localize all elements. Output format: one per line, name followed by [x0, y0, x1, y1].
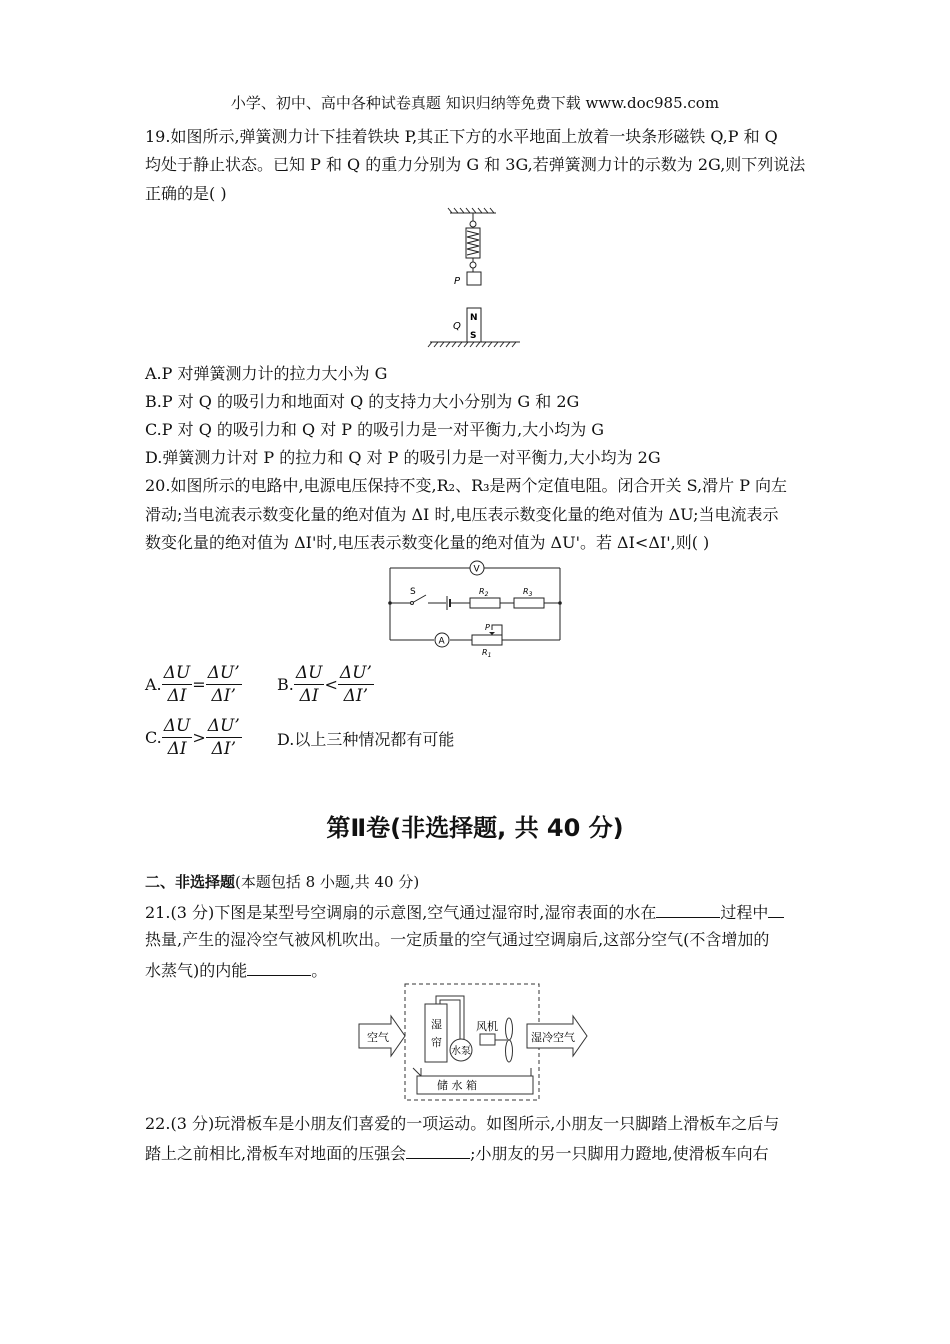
- q21-blank-3: [247, 959, 311, 976]
- resistor-r2: [470, 598, 500, 608]
- q20-circuit-figure: [382, 558, 572, 663]
- q22-line-2: 踏上之前相比,滑板车对地面的压强会 ;小朋友的另一只脚用力蹬地,使滑板车向右: [145, 1144, 769, 1163]
- fan-motor: [480, 1034, 495, 1045]
- q20-stem-line-1: 20.如图所示的电路中,电源电压保持不变,R₂、R₃是两个定值电阻。闭合开关 S,滑片 P 向左: [145, 476, 788, 495]
- section-title: 第Ⅱ卷(非选择题, 共 40 分): [326, 814, 624, 842]
- q22-blank-1: [406, 1142, 470, 1159]
- fraction-du-di: $\frac{\Delta U}{\Delta I}$: [295, 663, 323, 706]
- part2-note: (本题包括 8 小题,共 40 分): [235, 873, 420, 891]
- slider-p-label: P: [485, 623, 490, 632]
- ammeter-label: A: [438, 636, 445, 647]
- ground-hatch: [428, 342, 520, 347]
- resistor-r3: [514, 598, 544, 608]
- voltmeter-label: V: [473, 564, 480, 575]
- water-tank-label: 储 水 箱: [437, 1079, 477, 1092]
- switch-s-label: S: [410, 587, 416, 597]
- water-pump-label: 水泵: [451, 1046, 471, 1057]
- part2-heading-label: 二、非选择题: [145, 873, 236, 891]
- switch-contact: [411, 602, 414, 605]
- q21-line-3: 水蒸气)的内能 。: [145, 961, 328, 980]
- tank-rim: [413, 1068, 531, 1076]
- air-out-label: 湿冷空气: [531, 1031, 575, 1044]
- q19-stem-line-2: 均处于静止状态。已知 P 和 Q 的重力分别为 G 和 3G,若弹簧测力计的示数为 2G,则下列说法: [145, 155, 806, 174]
- q20-option-c: C. $\frac{\Delta U}{\Delta I}$ > $\frac{\Delta U’}{\Delta I’}$: [145, 716, 240, 759]
- q20-stem-line-3: 数变化量的绝对值为 ΔI'时,电压表示数变化量的绝对值为 ΔU'。若 ΔI<ΔI',则( ): [145, 533, 710, 552]
- q19-stem-line-1: 19.如图所示,弹簧测力计下挂着铁块 P,其正下方的水平地面上放着一块条形磁铁 Q,P 和 Q: [145, 127, 778, 146]
- ceiling-hatch: [448, 208, 496, 213]
- air-in-label: 空气: [367, 1031, 389, 1044]
- fraction-du-di-prime: $\frac{\Delta U’}{\Delta I’}$: [339, 663, 372, 706]
- junction-left: [388, 601, 392, 605]
- q20-option-a: A. $\frac{\Delta U}{\Delta I}$ = $\frac{\Delta U’}{\Delta I’}$: [145, 663, 240, 706]
- q19-option-b: B.P 对 Q 的吸引力和地面对 Q 的支持力大小分别为 G 和 2G: [145, 392, 580, 411]
- junction-right: [558, 601, 562, 605]
- q20-option-d: D.以上三种情况都有可能: [277, 730, 455, 749]
- fraction-du-di-prime: $\frac{\Delta U’}{\Delta I’}$: [207, 663, 240, 706]
- q19-option-c: C.P 对 Q 的吸引力和 Q 对 P 的吸引力是一对平衡力,大小均为 G: [145, 420, 605, 439]
- part2-heading: [145, 872, 419, 892]
- q19-spring-magnet-figure: [420, 205, 530, 355]
- label-n: N: [470, 313, 478, 323]
- q20-stem-line-2: 滑动;当电流表示数变化量的绝对值为 ΔI 时,电压表示数变化量的绝对值为 ΔU;当电流表示: [145, 505, 779, 524]
- wet-curtain-label-1: 湿: [431, 1018, 442, 1031]
- q22-line-1: 22.(3 分)玩滑板车是小朋友们喜爱的一项运动。如图所示,小朋友一只脚踏上滑板车之后与: [145, 1114, 780, 1133]
- r3-label: $R_3$: [523, 587, 533, 598]
- q21-blank-1: [656, 901, 720, 918]
- fraction-du-di: $\frac{\Delta U}{\Delta I}$: [163, 663, 191, 706]
- iron-block-p: [467, 272, 481, 285]
- label-s: S: [470, 331, 477, 341]
- q19-option-d: D.弹簧测力计对 P 的拉力和 Q 对 P 的吸引力是一对平衡力,大小均为 2G: [145, 448, 661, 467]
- fan-label: 风机: [476, 1020, 498, 1033]
- q20-option-b: B. $\frac{\Delta U}{\Delta I}$ < $\frac{\Delta U’}{\Delta I’}$: [277, 663, 372, 706]
- q19-option-a: A.P 对弹簧测力计的拉力大小为 G: [145, 364, 388, 383]
- label-p: P: [454, 276, 461, 287]
- wet-curtain: [425, 1004, 447, 1062]
- q19-stem-line-3: 正确的是( ): [145, 184, 227, 203]
- spring-scale: [466, 213, 480, 272]
- q21-line-1: 21.(3 分)下图是某型号空调扇的示意图,空气通过湿帘时,湿帘表面的水在 过程中: [145, 901, 784, 923]
- q21-blank-2: [768, 901, 784, 918]
- page-header: 小学、初中、高中各种试卷真题 知识归纳等免费下载 www.doc985.com: [230, 94, 720, 112]
- fan-blade-bottom: [506, 1040, 513, 1062]
- fraction-du-di-prime: $\frac{\Delta U’}{\Delta I’}$: [207, 716, 240, 759]
- wet-curtain-label-2: 帘: [431, 1036, 442, 1049]
- r2-label: $R_2$: [479, 587, 489, 598]
- fan-blade-top: [506, 1018, 513, 1040]
- q21-line-2: 热量,产生的湿冷空气被风机吹出。一定质量的空气通过空调扇后,这部分空气(不含增加的: [145, 930, 770, 949]
- fraction-du-di: $\frac{\Delta U}{\Delta I}$: [163, 716, 191, 759]
- rheostat-r1: [472, 635, 502, 645]
- label-q: Q: [453, 321, 461, 332]
- q21-air-cooler-figure: [355, 980, 595, 1105]
- r1-label: $R_1$: [482, 648, 492, 659]
